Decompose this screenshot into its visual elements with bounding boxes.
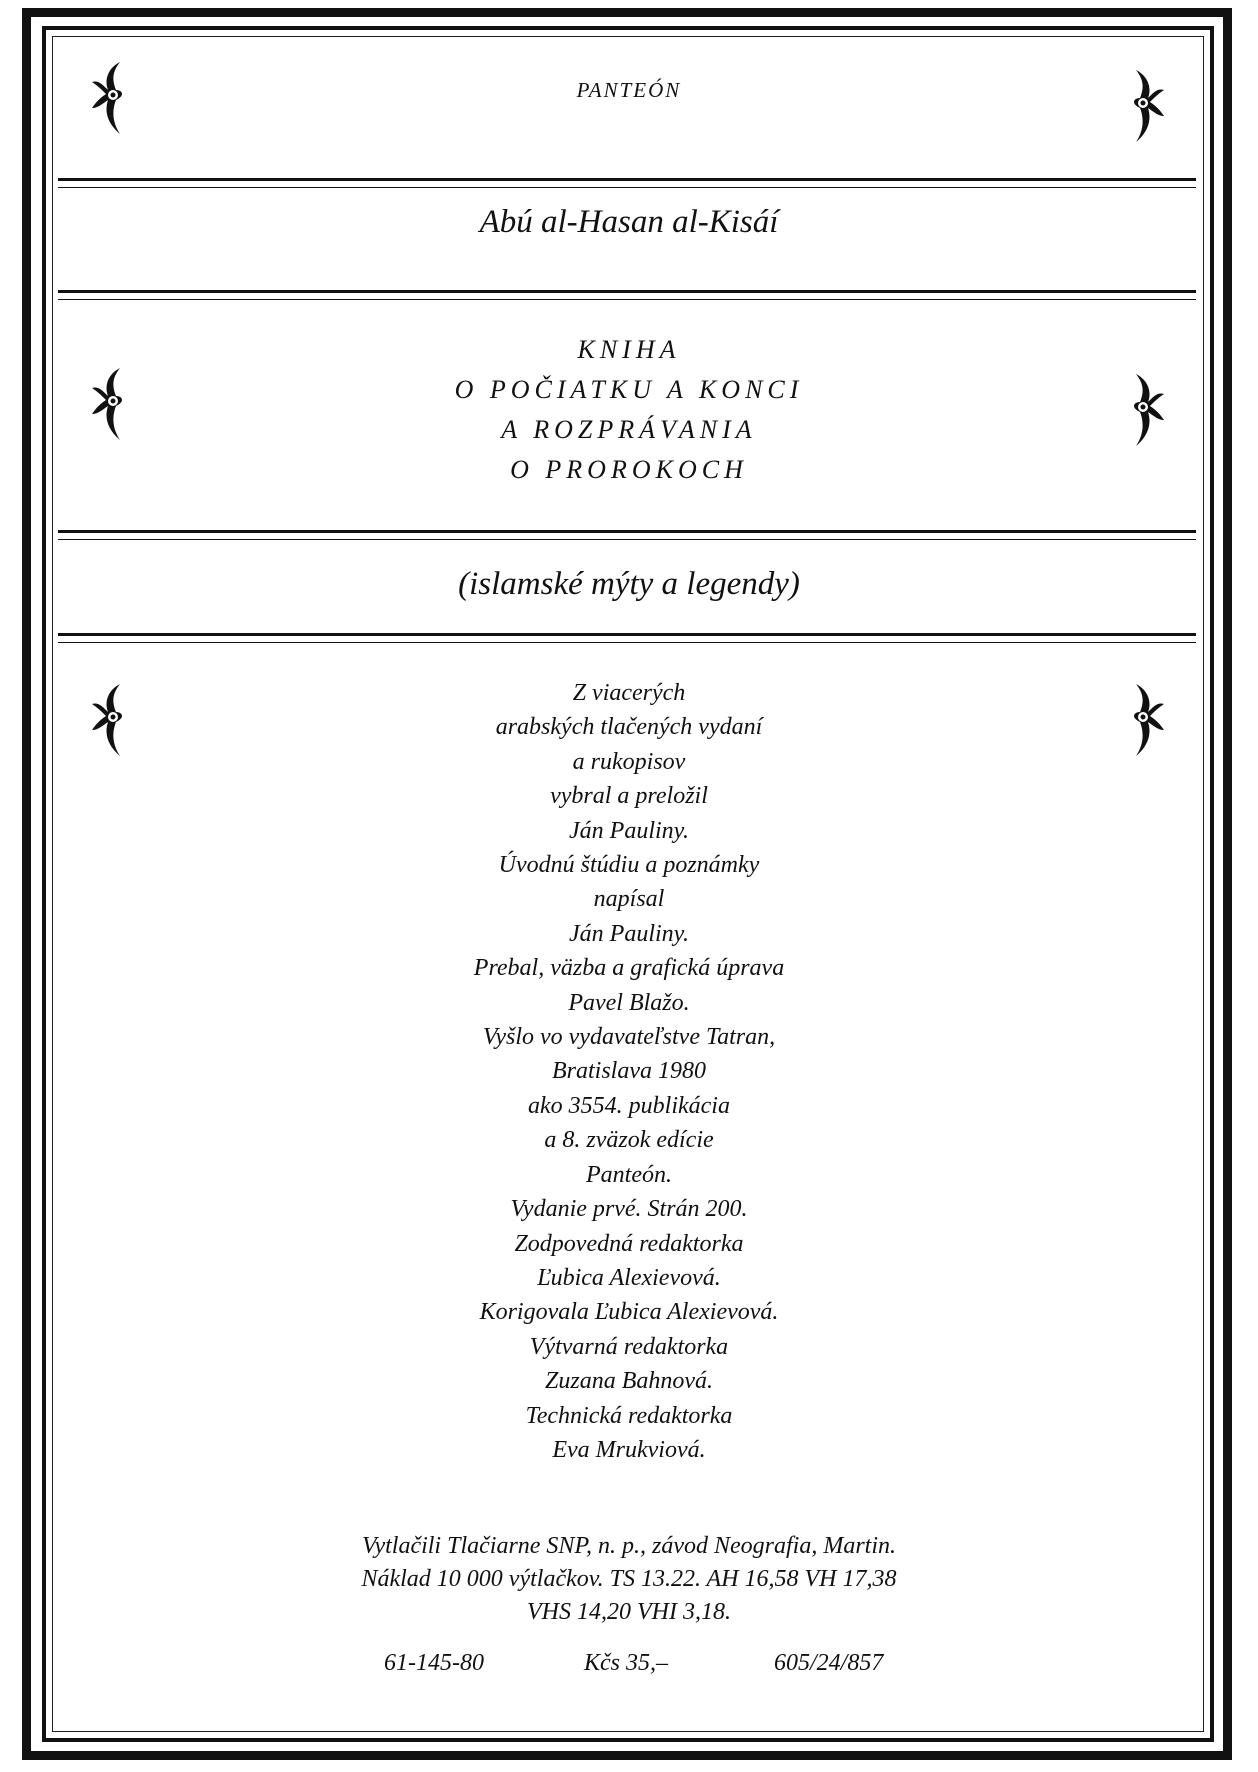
colophon-line: Výtvarná redaktorka — [529, 1333, 729, 1360]
colophon-line: a rukopisov — [572, 748, 686, 775]
printer-info — [0, 1530, 1258, 1629]
colophon-line: vybral a preložil — [550, 783, 708, 810]
colophon-line: Zuzana Bahnová. — [545, 1368, 713, 1395]
colophon-line: a 8. zväzok edície — [544, 1127, 714, 1154]
colophon-line: napísal — [593, 886, 665, 913]
colophon-line: Eva Mrukviová. — [552, 1436, 706, 1463]
double-rule — [58, 530, 1196, 540]
colophon-line: Zodpovedná redaktorka — [514, 1230, 744, 1257]
colophon-line: Prebal, väzba a grafická úprava — [473, 955, 785, 982]
catalog-code: 61-145-80 — [384, 1650, 484, 1676]
registration-code: 605/24/857 — [774, 1650, 884, 1676]
printer-line: VHS 14,20 VHI 3,18. — [527, 1599, 731, 1625]
title-line: O POČIATKU A KONCI — [454, 375, 804, 404]
double-rule — [58, 178, 1196, 188]
colophon-line: Pavel Blažo. — [568, 989, 690, 1016]
colophon — [0, 676, 1258, 1467]
colophon-line: Úvodnú štúdiu a poznámky — [498, 852, 760, 879]
author-name: Abú al-Hasan al-Kisáí — [479, 204, 779, 240]
colophon-line: Bratislava 1980 — [552, 1058, 706, 1085]
colophon-line: Ján Pauliny. — [569, 817, 689, 844]
printer-line: Náklad 10 000 výtlačkov. TS 13.22. AH 16,58 VH 17,38 — [361, 1566, 897, 1592]
printer-line: Vytlačili Tlačiarne SNP, n. p., závod Neografia, Martin. — [362, 1533, 896, 1559]
title-line: A ROZPRÁVANIA — [501, 415, 757, 444]
colophon-line: ako 3554. publikácia — [528, 1092, 730, 1119]
title-line: KNIHA — [577, 335, 681, 364]
colophon-line: Korigovala Ľubica Alexievová. — [479, 1299, 779, 1326]
price: Kčs 35,– — [584, 1650, 668, 1676]
double-rule — [58, 633, 1196, 643]
colophon-line: Ján Pauliny. — [569, 920, 689, 947]
book-subtitle: (islamské mýty a legendy) — [458, 566, 800, 602]
colophon-line: Z viacerých — [572, 680, 686, 706]
publication-codes — [0, 1650, 1258, 1686]
double-rule — [58, 290, 1196, 300]
colophon-line: arabských tlačených vydaní — [495, 714, 763, 741]
colophon-line: Ľubica Alexievová. — [537, 1264, 721, 1291]
title-line: O PROROKOCH — [510, 455, 748, 484]
colophon-line: Vydanie prvé. Strán 200. — [510, 1196, 748, 1223]
colophon-line: Panteón. — [586, 1161, 672, 1188]
series-name: PANTEÓN — [576, 78, 682, 102]
book-title — [0, 330, 1258, 490]
colophon-line: Technická redaktorka — [525, 1402, 733, 1429]
colophon-line: Vyšlo vo vydavateľstve Tatran, — [482, 1024, 776, 1051]
